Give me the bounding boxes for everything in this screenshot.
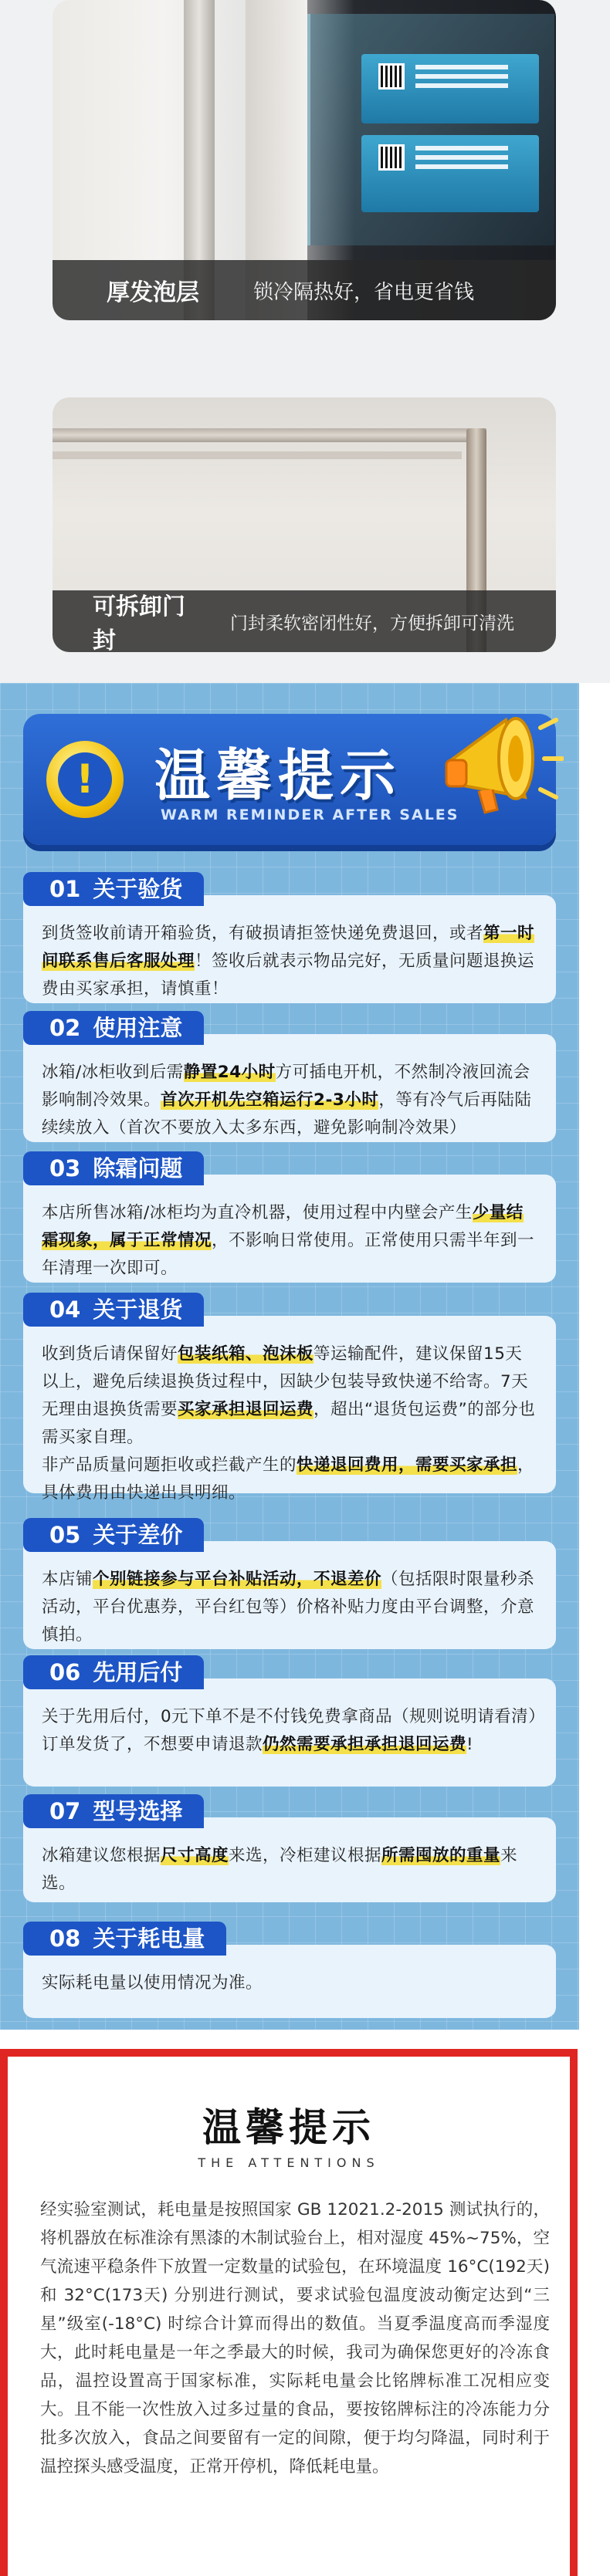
section-tag: 04 关于退货 [23, 1293, 204, 1327]
feature-desc: 门封柔软密闭性好，方便拆卸可清洗 [230, 613, 514, 634]
section-tag: 06 先用后付 [23, 1655, 204, 1689]
section-tag: 08 关于耗电量 [23, 1922, 226, 1956]
door-seal-photo [53, 397, 556, 652]
warm-reminder-area [0, 683, 579, 2030]
section-body: 本店所售冰箱/冰柜均为直冷机器，使用过程中内壁会产生少量结霜现象，属于正常情况，不影响日常使用。正常使用只需半年到一年清理一次即可。 [23, 1175, 556, 1283]
attention-body: 经实验室测试，耗电量是按照国家 GB 12021.2-2015 测试执行的，将机器放在标准涂有黑漆的木制试验台上，相对湿度 45%~75%，空气流速平稳条件下放置一定数量的试验包，在环境温度 16°C(192天)和 32°C(173天) 分别进行测试，要求试验包温度波动衡定达到“三星”级室(-18°C) 时综合计算而得出的数值。当夏季温度高而季湿度大，此时耗电量是一年之季最大的时候，我司为确保您更好的冷冻食品，温控设置高于国家标准，实际耗电量会比铭牌标准工况相应变大。且不能一次性放入过多过量的食品，要按铭牌标注的冷冻能力分批多次放入，食品之间要留有一定的间隙，便于均匀降温，同时利于温控探头感受温度，正常开停机，降低耗电量。 [40, 2200, 550, 2476]
section-tag: 03 除霜问题 [23, 1151, 204, 1185]
section-body: 冰箱建议您根据尺寸高度来选，冷柜建议根据所需囤放的重量来选。 [23, 1817, 556, 1902]
feature-title: 可拆卸门封 [93, 593, 185, 652]
attention-box [0, 2049, 578, 2576]
attention-subtitle: THE ATTENTIONS [198, 2155, 380, 2170]
attention-title: 温馨提示 [202, 2105, 375, 2150]
section-tag: 07 型号选择 [23, 1794, 204, 1828]
section-body: 本店铺个别链接参与平台补贴活动，不退差价（包括限时限量秒杀活动，平台优惠券，平台红包等）价格补贴力度由平台调整，介意慎拍。 [23, 1541, 556, 1649]
section-body: 到货签收前请开箱验货，有破损请拒签快递免费退回，或者第一时间联系售后客服处理！签收后就表示物品完好，无质量问题退换运费由买家承担，请慎重！ [23, 895, 556, 1003]
section-body: 收到货后请保留好包装纸箱、泡沫板等运输配件，建议保留15天以上，避免后续退换货过程中，因缺少包装导致快递不给寄。7天无理由退换货需要买家承担退回运费，超出“退货包运费”的部分也需买家自理。 非产品质量问题拒收或拦截产生的快递退回费用，需要买家承担，具体费用由快递出具明细。 [23, 1316, 556, 1493]
feature-caption [53, 590, 556, 652]
section-tag: 02 使用注意 [23, 1011, 204, 1045]
section-body: 冰箱/冰柜收到后需静置24小时方可插电开机，不然制冷液回流会影响制冷效果。首次开机先空箱运行2-3小时，等有冷气后再陆陆续续放入（首次不要放入太多东西，避免影响制冷效果） [23, 1034, 556, 1142]
megaphone-icon [432, 689, 564, 820]
product-box [361, 54, 539, 123]
product-photo-area [0, 0, 610, 683]
section-body: 关于先用后付，0元下单不是不付钱免费拿商品（规则说明请看清）订单发货了，不想要申请退款仍然需要承担承担退回运费! [23, 1678, 556, 1787]
foam-layer-photo [53, 0, 556, 320]
section-tag: 05 关于差价 [23, 1518, 204, 1552]
section-body: 实际耗电量以使用情况为准。 [23, 1945, 556, 2018]
banner-title: 温馨提示 [154, 743, 402, 808]
banner-subtitle: WARM REMINDER AFTER SALES [161, 806, 459, 823]
feature-desc: 锁冷隔热好，省电更省钱 [253, 280, 475, 304]
exclamation-icon: ! [46, 741, 124, 818]
feature-caption [53, 260, 556, 320]
section-tag: 01 关于验货 [23, 872, 204, 906]
product-box [361, 135, 539, 212]
feature-title: 厚发泡层 [107, 279, 199, 306]
